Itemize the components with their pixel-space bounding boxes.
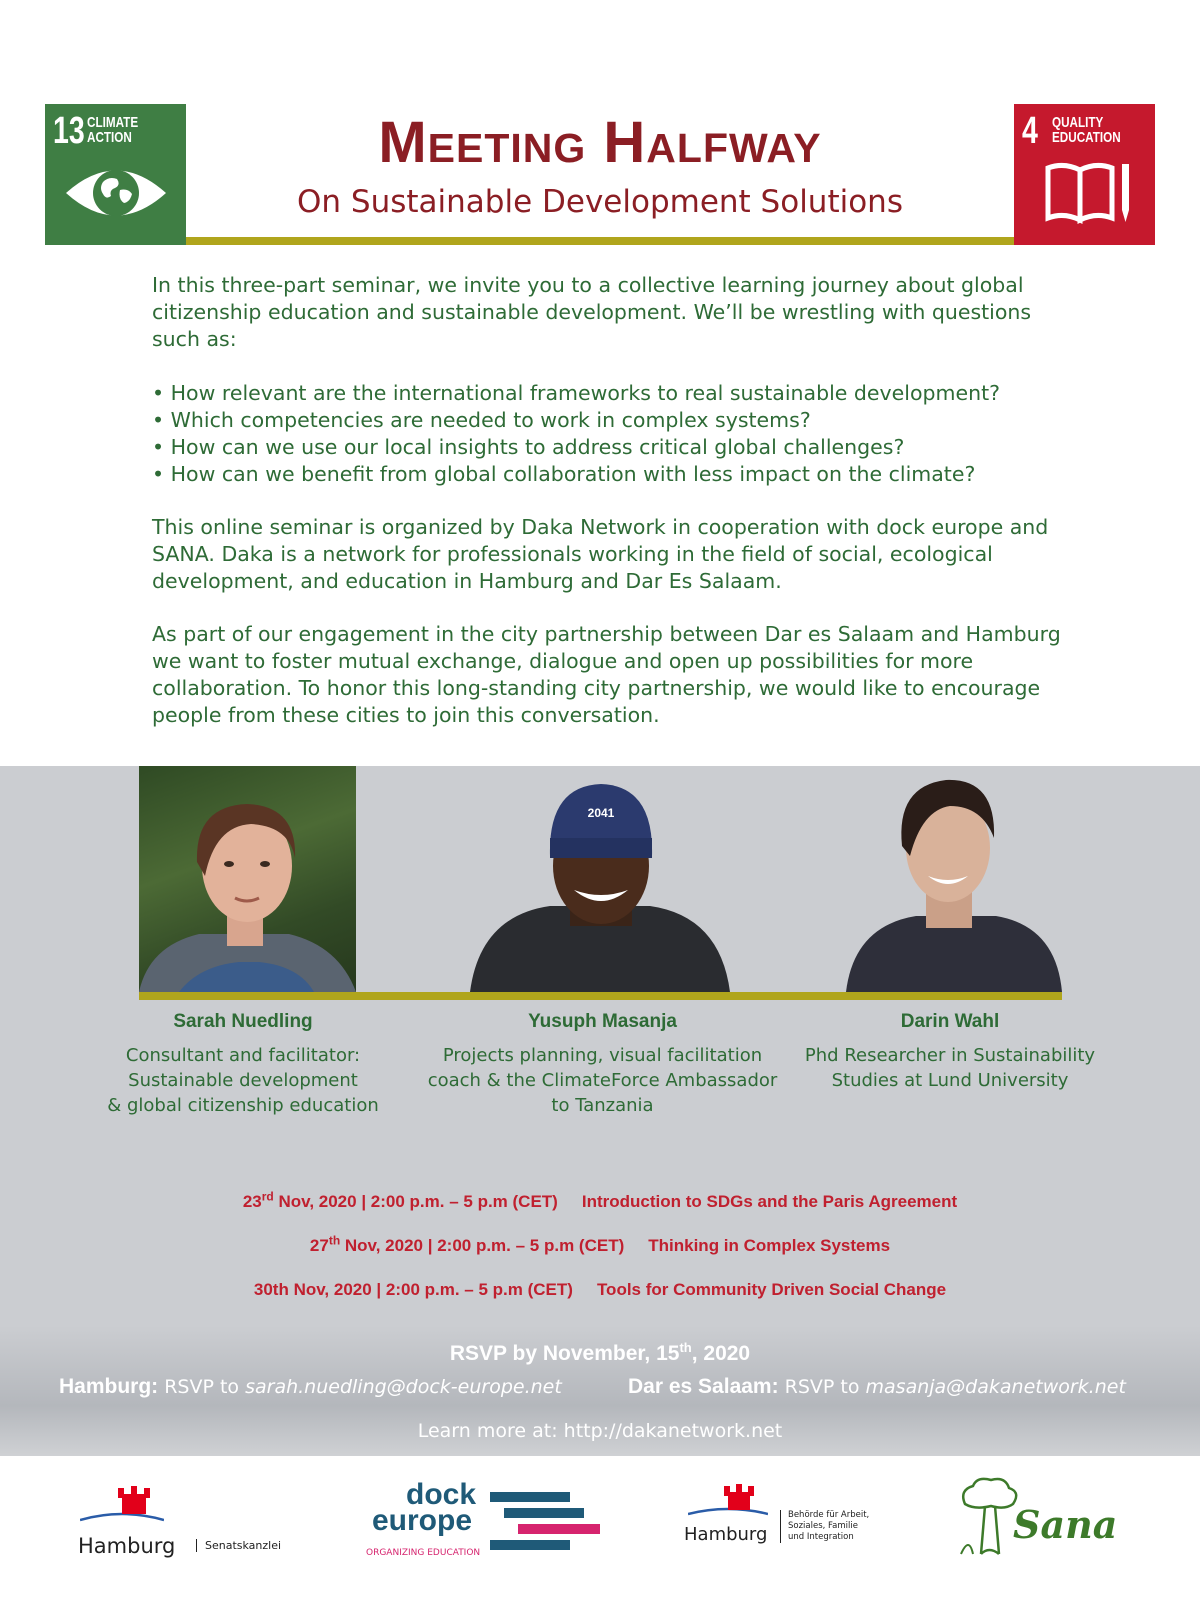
hamburg-text: RSVP to [158,1376,246,1398]
hamburg-wordmark: Hamburg [78,1534,176,1558]
speaker-role: Consultant and facilitator: Sustainable development & global citizenship education [107,1045,379,1116]
schedule-time: Nov, 2020 | 2:00 p.m. – 5 p.m (CET) [340,1236,625,1255]
dar-label: Dar es Salaam: [628,1375,779,1398]
list-item: • Which competencies are needed to work in complex systems? [152,407,1072,434]
schedule-topic: Thinking in Complex Systems [648,1236,891,1255]
schedule-time: Nov, 2020 | 2:00 p.m. – 5 p.m (CET) [273,1192,558,1211]
schedule-time: Nov, 2020 | 2:00 p.m. – 5 p.m (CET) [288,1280,573,1299]
list-item: • How relevant are the international frameworks to real sustainable development? [152,380,1072,407]
europe-wordmark: europe [372,1504,473,1537]
speaker-photo-darin [846,766,1062,992]
speaker-role: Projects planning, visual facilitation coach & the ClimateForce Ambassador to Tanzania [427,1045,778,1116]
speaker-name: Yusuph Masanja [528,1011,677,1032]
page-subtitle: On Sustainable Development Solutions [297,184,903,220]
sdg-4-number: 4 [1022,110,1038,152]
dock-stripes-icon [490,1492,602,1558]
book-pencil-icon [1044,160,1134,226]
hamburg-email-link[interactable]: sarah.nuedling@dock-europe.net [245,1376,562,1398]
speaker-name: Darin Wahl [900,1011,1000,1032]
organizer-paragraph: This online seminar is organized by Daka Network in cooperation with dock europe and SANA. Daka is a network for professionals working in the field of social, ecological development, and education in Hamburg and Dar Es Salaam. [152,515,1049,593]
hamburg-senatskanzlei-logo [78,1486,318,1566]
hat-text: 2041 [587,806,615,820]
rsvp-deadline [0,1340,1200,1368]
sdg-13-number: 13 [53,110,85,152]
dar-email-link[interactable]: masanja@dakanetwork.net [865,1376,1126,1398]
photo-rule [139,992,1062,1000]
header-rule [186,237,1014,245]
schedule-day: 27 [309,1236,329,1255]
behoerde-text: Behörde für Arbeit, Soziales, Familie und Integration [780,1510,869,1543]
schedule-row [0,1234,1200,1258]
senatskanzlei-text: Senatskanzlei [196,1539,281,1552]
dock-europe-logo [362,1480,608,1566]
hamburg-contact [59,1374,562,1400]
schedule-day: 23 [242,1192,262,1211]
question-list [152,380,1072,488]
schedule-row [0,1278,1200,1302]
hamburg-label: Hamburg: [59,1375,159,1398]
sana-logo [955,1476,1125,1560]
speaker-photo-yusuph [470,766,730,992]
partnership-paragraph: As part of our engagement in the city partnership between Dar es Salaam and Hamburg we want to foster mutual exchange, dialogue and open up possibilities for more collaboration. To honor this long-standing city partnership, we would like to encourage people from these cities to join this conversation. [152,622,1061,727]
list-item: • How can we benefit from global collaboration with less impact on the climate? [152,461,1072,488]
rsvp-year: , 2020 [691,1342,751,1365]
hamburg-castle-icon [80,1486,164,1526]
schedule-topic: Tools for Community Driven Social Change [596,1280,947,1299]
rsvp-suffix: th [679,1340,692,1355]
hamburg-wordmark: Hamburg [684,1524,768,1545]
schedule-day: 30th [253,1280,289,1299]
schedule-topic: Introduction to SDGs and the Paris Agreement [581,1192,958,1211]
hamburg-behoerde-logo [684,1484,904,1554]
learn-more-link[interactable]: Learn more at: http://dakanetwork.net [417,1420,783,1442]
dar-contact [628,1374,1126,1400]
sdg-4-badge [1014,104,1155,245]
speaker-role: Phd Researcher in Sustainability Studies at Lund University [804,1045,1096,1091]
list-item: • How can we use our local insights to address critical global challenges? [152,434,1072,461]
rsvp-prefix: RSVP by November, 15 [449,1342,680,1365]
dar-text: RSVP to [778,1376,866,1398]
sdg-13-label: CLIMATE ACTION [87,114,139,146]
sdg-13-badge [45,104,186,245]
speaker-photo-sarah [139,766,356,992]
schedule-row [0,1190,1200,1214]
intro-paragraph: In this three-part seminar, we invite you to a collective learning journey about global citizenship education and sustainable development. We’ll be wrestling with questions such as: [152,273,1032,351]
speaker-name: Sarah Nuedling [173,1011,313,1032]
sdg-4-label: QUALITY EDUCATION [1052,114,1121,146]
eye-globe-icon [63,162,169,224]
dock-tagline: ORGANIZING EDUCATION [366,1548,481,1558]
schedule-day-suffix: rd [261,1189,274,1204]
hamburg-castle-icon [688,1484,768,1520]
schedule-day-suffix: th [328,1233,341,1248]
dock-wordmark: dock [406,1478,477,1511]
page-title: Meeting Halfway [378,110,822,175]
sana-wordmark: Sana [1013,1502,1118,1547]
